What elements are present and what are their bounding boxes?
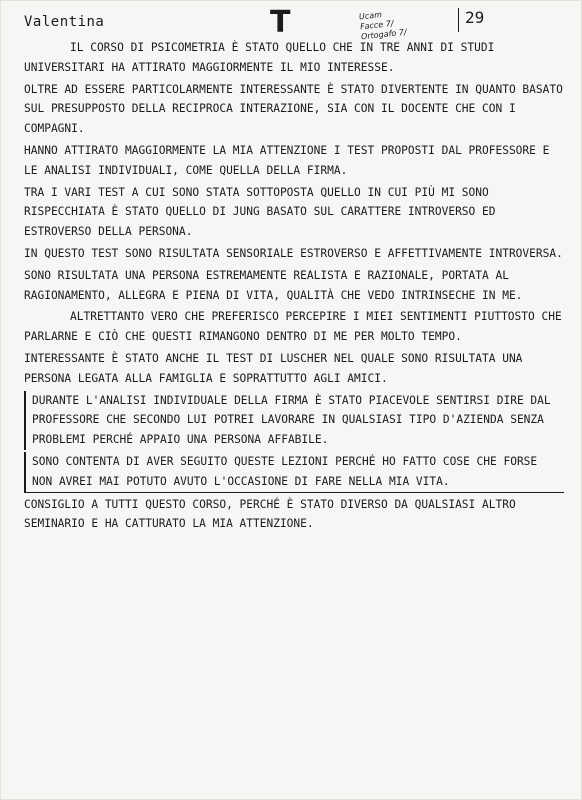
paragraph: HANNO ATTIRATO MAGGIORMENTE LA MIA ATTENZIONE I TEST PROPOSTI DAL PROFESSORE E LE ANALISI INDIVIDUALI, COME QUELLA DELLA FIRMA. bbox=[24, 143, 550, 177]
student-name: Valentina bbox=[24, 14, 105, 30]
paragraph: IL CORSO DI PSICOMETRIA È STATO QUELLO CHE IN TRE ANNI DI STUDI UNIVERSITARI HA ATTIRATO MAGGIORMENTE IL MIO INTERESSE. bbox=[24, 41, 495, 74]
handwritten-text bbox=[24, 38, 564, 536]
paragraph: SONO RISULTATA UNA PERSONA ESTREMAMENTE REALISTA E RAZIONALE, PORTATA AL RAGIONAMENTO, ALLEGRA E PIENA DI VITA, QUALITÀ CHE VEDO INTRINSECHE IN ME. bbox=[24, 268, 523, 302]
paragraph: CONSIGLIO A TUTTI QUESTO CORSO, PERCHÉ È STATO DIVERSO DA QUALSIASI ALTRO SEMINARIO E HA CATTURATO LA MIA ATTENZIONE. bbox=[24, 497, 516, 531]
paragraph: TRA I VARI TEST A CUI SONO STATA SOTTOPOSTA QUELLO IN CUI PIÙ MI SONO RISPECCHIATA È STATO QUELLO DI JUNG BASATO SUL CARATTERE INTROVERSO ED ESTROVERSO DELLA PERSONA. bbox=[24, 185, 496, 239]
page-number: 29 bbox=[458, 8, 484, 32]
margin-note-line: Facce 7/ bbox=[359, 18, 394, 32]
paragraph: SONO CONTENTA DI AVER SEGUITO QUESTE LEZIONI PERCHÉ HO FATTO COSE CHE FORSE NON AVREI MAI POTUTO AVUTO L'OCCASIONE DI FARE NELLA MIA VITA. bbox=[24, 452, 564, 493]
margin-note-line: Ucam bbox=[358, 10, 383, 22]
paragraph: INTERESSANTE È STATO ANCHE IL TEST DI LUSCHER NEL QUALE SONO RISULTATA UNA PERSONA LEGATA ALLA FAMIGLIA E SOPRATTUTTO AGLI AMICI. bbox=[24, 351, 523, 385]
paragraph: DURANTE L'ANALISI INDIVIDUALE DELLA FIRMA È STATO PIACEVOLE SENTIRSI DIRE DAL PROFESSORE CHE SECONDO LUI POTREI LAVORARE IN QUALSIASI TIPO D'AZIENDA SENZA PROBLEMI PERCHÉ APPAIO UNA PERSONA AFFABILE. bbox=[24, 391, 564, 450]
margin-note-line: Ortogafo 7/ bbox=[360, 27, 407, 42]
grade-letter: T bbox=[270, 5, 291, 40]
paragraph: OLTRE AD ESSERE PARTICOLARMENTE INTERESSANTE È STATO DIVERTENTE IN QUANTO BASATO SUL PRESUPPOSTO DELLA RECIPROCA INTERAZIONE, SIA CON IL DOCENTE CHE CON I COMPAGNI. bbox=[24, 82, 563, 136]
paragraph: ALTRETTANTO VERO CHE PREFERISCO PERCEPIRE I MIEI SENTIMENTI PIUTTOSTO CHE PARLARNE E CIÒ CHE QUESTI RIMANGONO DENTRO DI ME PER MOLTO TEMPO. bbox=[24, 310, 562, 344]
paragraph: IN QUESTO TEST SONO RISULTATA SENSORIALE ESTROVERSO E AFFETTIVAMENTE INTROVERSA. bbox=[24, 246, 563, 260]
